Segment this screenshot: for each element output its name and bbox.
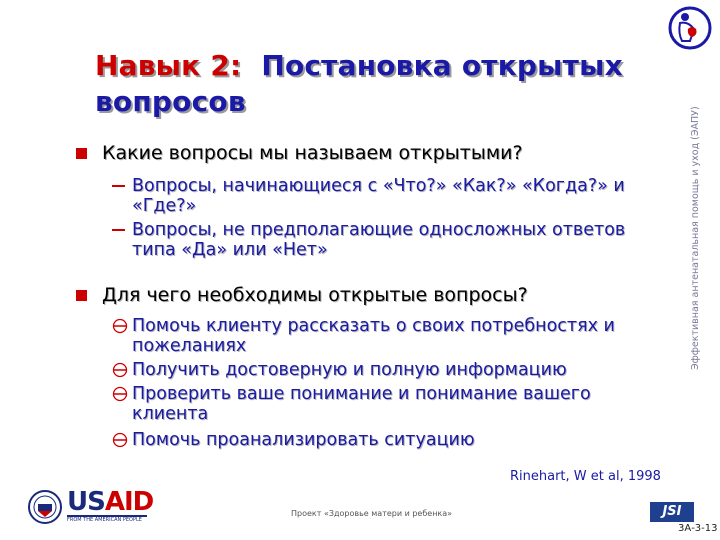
dash-bullet-icon: [112, 185, 125, 187]
slide-title: [95, 48, 695, 120]
sub-item: Получить достоверную и полную информацию: [112, 360, 672, 380]
slide-number: 3А-3-13: [678, 523, 718, 534]
square-bullet-icon: [76, 290, 87, 301]
sub-item: Вопросы, начинающиеся с «Что?» «Как?» «Когда?» и «Где?»: [112, 176, 672, 216]
footer-project-name: Проект «Здоровье матери и ребенка»: [291, 509, 453, 518]
circle-dash-bullet-icon: [112, 318, 128, 334]
title-rest: Постановка открытых вопросов: [95, 49, 623, 118]
square-bullet-icon: [76, 148, 87, 159]
sub-item: Помочь проанализировать ситуацию: [112, 430, 672, 450]
sub-item: Помочь клиенту рассказать о своих потребностях и пожеланиях: [112, 316, 672, 356]
citation: Rinehart, W et al, 1998: [510, 469, 661, 484]
sub-item: Проверить ваше понимание и понимание вашего клиента: [112, 384, 672, 424]
sub-item: Вопросы, не предполагающие односложных ответов типа «Да» или «Нет»: [112, 220, 672, 260]
jsi-logo: JSI: [650, 502, 694, 522]
usaid-logo: USAID FROM THE AMERICAN PEOPLE: [67, 487, 154, 523]
circle-dash-bullet-icon: [112, 432, 128, 448]
title-lead: Навык 2:: [95, 49, 242, 82]
circle-dash-bullet-icon: [112, 362, 128, 378]
mother-child-logo-icon: [668, 5, 712, 51]
bullet-open-questions-purpose: Для чего необходимы открытые вопросы?: [76, 284, 676, 307]
dash-bullet-icon: [112, 229, 125, 231]
circle-dash-bullet-icon: [112, 386, 128, 402]
usaid-seal-icon: [27, 489, 63, 525]
bullet-open-questions-definition: Какие вопросы мы называем открытыми?: [76, 142, 676, 165]
side-vertical-text: Эффективная антенатальная помощь и уход (ЭАПУ): [690, 106, 701, 370]
